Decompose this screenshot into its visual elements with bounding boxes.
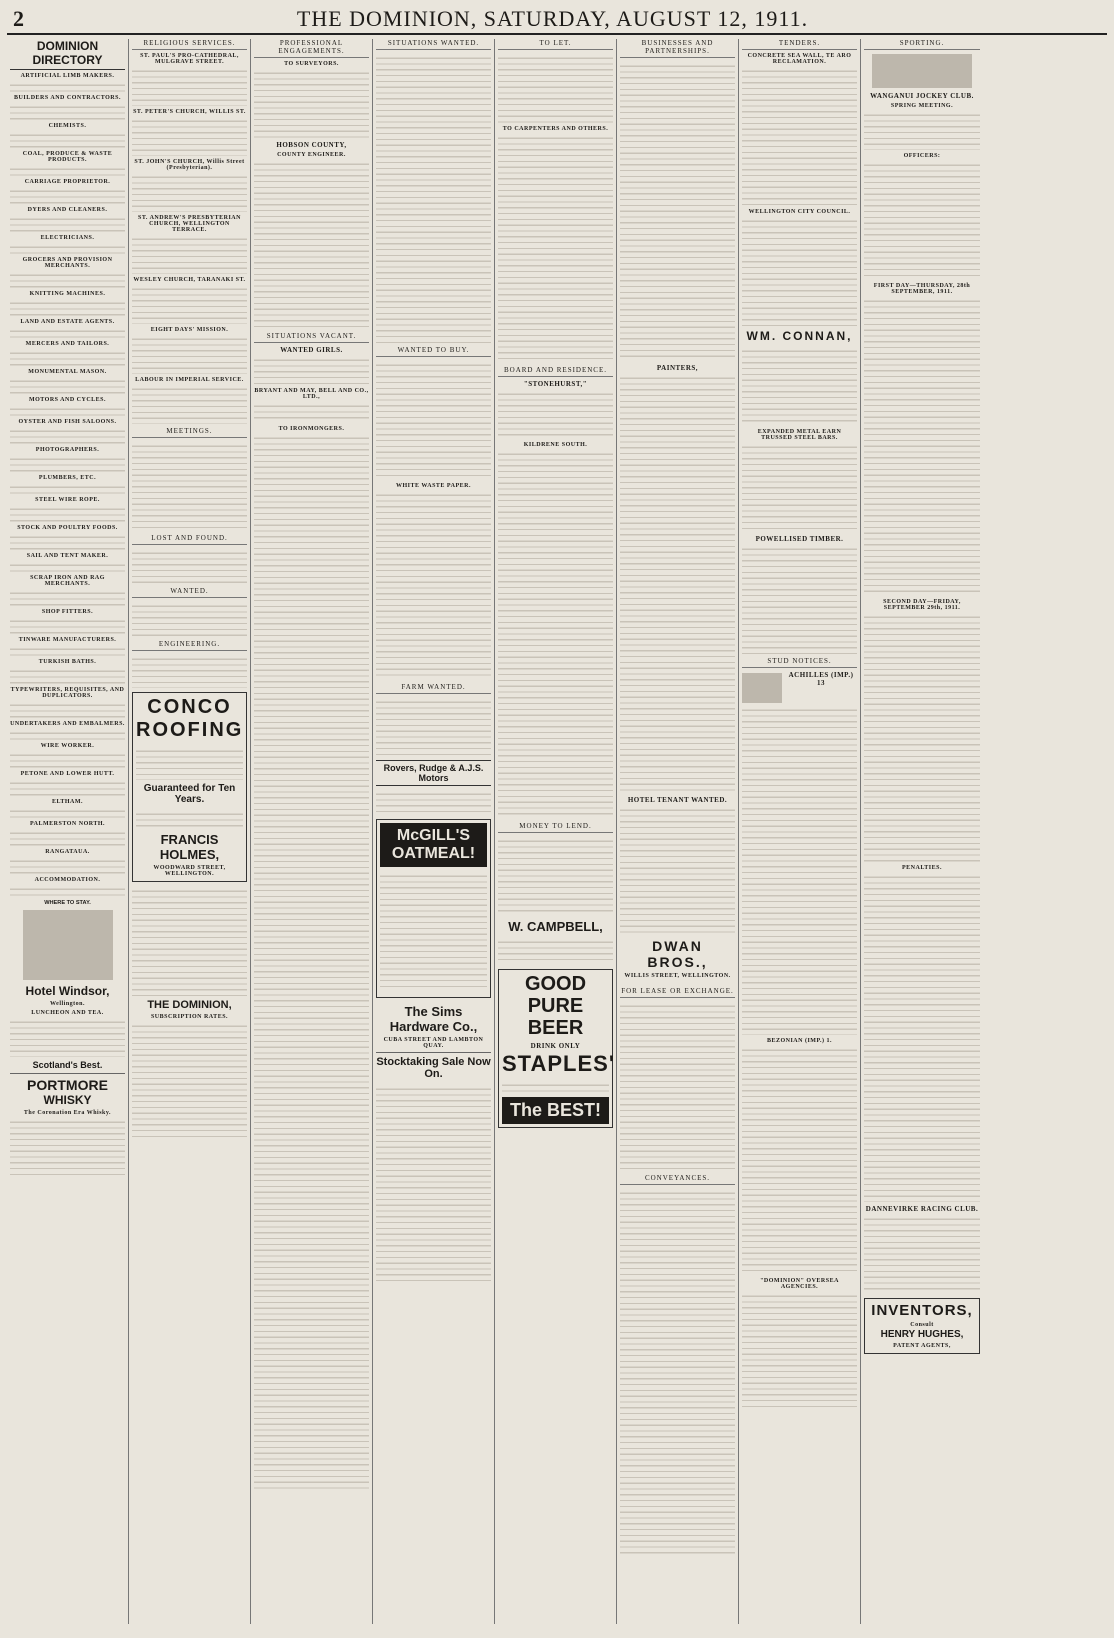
- overseas-agencies: "DOMINION" OVERSEA AGENCIES.: [760, 1278, 839, 1290]
- column-to-let: [495, 39, 617, 1624]
- campbell: W. CAMPBELL,: [508, 919, 603, 934]
- racing-illustration: [872, 54, 972, 88]
- directory-section: SCRAP IRON AND RAG MERCHANTS.: [30, 575, 105, 587]
- directory-section: TYPEWRITERS, REQUISITES, AND DUPLICATORS.: [10, 687, 125, 699]
- directory-section: STEEL WIRE ROPE.: [35, 497, 100, 503]
- newspaper-page: [7, 5, 1107, 1628]
- directory-section: COAL, PRODUCE & WASTE PRODUCTS.: [22, 151, 113, 163]
- whisky-title: WHISKY: [43, 1093, 92, 1107]
- column-businesses: [617, 39, 739, 1624]
- mcgills-ad: [376, 819, 491, 998]
- inventors: INVENTORS,: [871, 1302, 973, 1319]
- powellised-timber: POWELLISED TIMBER.: [755, 535, 844, 543]
- wanted-girls: WANTED GIRLS.: [280, 346, 343, 354]
- tenders-heading: TENDERS.: [742, 39, 857, 50]
- spring-meeting: SPRING MEETING.: [890, 103, 954, 109]
- bezonian: BEZONIAN (IMP.) 1.: [766, 1038, 833, 1044]
- patent-agents: PATENT AGENTS,: [893, 1343, 951, 1349]
- directory-section: RANGATAUA.: [45, 849, 90, 855]
- stud-heading: STUD NOTICES.: [742, 657, 857, 668]
- columns: [7, 39, 1107, 1624]
- coronation-text: The Coronation Era Whisky.: [23, 1110, 112, 1116]
- dwan-address: WILLIS STREET, WELLINGTON.: [624, 973, 731, 979]
- farm-wanted-heading: FARM WANTED.: [376, 683, 491, 694]
- henry-hughes: HENRY HUGHES,: [880, 1329, 964, 1340]
- directory-section: TINWARE MANUFACTURERS.: [18, 637, 117, 643]
- guaranteed-text: Guaranteed for Ten Years.: [143, 783, 236, 805]
- church-heading: LABOUR IN IMPERIAL SERVICE.: [135, 377, 244, 383]
- masthead: [7, 5, 1107, 35]
- directory-list: [10, 73, 125, 896]
- page-title: THE DOMINION, SATURDAY, AUGUST 12, 1911.: [296, 6, 809, 31]
- waste-paper: WHITE WASTE PAPER.: [396, 483, 471, 489]
- church-heading: ST. ANDREW'S PRESBYTERIAN CHURCH, WELLINGTON TERRACE.: [138, 215, 241, 233]
- directory-heading: DOMINION DIRECTORY: [10, 39, 125, 70]
- directory-section: MOTORS AND CYCLES.: [28, 397, 107, 403]
- achilles: ACHILLES (IMP.) 13: [788, 671, 854, 687]
- good-pure-beer: GOOD PURE BEER: [524, 973, 587, 1039]
- hotel-illustration: [23, 910, 113, 980]
- staples-ad: [498, 969, 616, 1128]
- officers: OFFICERS:: [903, 153, 941, 159]
- hotel-sub: LUNCHEON AND TEA.: [31, 1010, 104, 1016]
- county-engineer: COUNTY ENGINEER.: [277, 152, 346, 158]
- directory-section: MERCERS AND TAILORS.: [25, 341, 110, 347]
- column-tenders: [739, 39, 861, 1624]
- horse-illustration: [742, 673, 782, 703]
- businesses-heading: BUSINESSES AND PARTNERSHIPS.: [620, 39, 735, 58]
- directory-section: ARTIFICIAL LIMB MAKERS.: [20, 73, 115, 79]
- ironmongers-heading: TO IRONMONGERS.: [278, 426, 345, 432]
- painters: PAINTERS,: [656, 364, 699, 372]
- money-heading: MONEY TO LEND.: [498, 822, 613, 833]
- connan: WM. CONNAN,: [746, 329, 853, 343]
- penalties: PENALTIES.: [902, 865, 942, 871]
- directory-section: WIRE WORKER.: [40, 743, 95, 749]
- directory-section: PHOTOGRAPHERS.: [35, 447, 100, 453]
- surveyors-heading: TO SURVEYORS.: [284, 61, 339, 67]
- conco-roofing-ad: [132, 692, 247, 882]
- directory-section: BUILDERS AND CONTRACTORS.: [14, 95, 121, 101]
- church-heading: WESLEY CHURCH, TARANAKI ST.: [133, 277, 246, 283]
- directory-section: ELTHAM.: [51, 799, 84, 805]
- bryant-may: BRYANT AND MAY, BELL AND CO., LTD.,: [254, 388, 369, 400]
- page-number: 2: [13, 6, 24, 31]
- directory-section: DYERS AND CLEANERS.: [27, 207, 108, 213]
- meetings-heading: MEETINGS.: [132, 427, 247, 438]
- lease-heading: FOR LEASE OR EXCHANGE.: [620, 987, 735, 998]
- religious-heading: RELIGIOUS SERVICES.: [132, 39, 247, 50]
- conveyances-heading: CONVEYANCES.: [620, 1174, 735, 1185]
- the-best: The BEST!: [502, 1097, 609, 1124]
- stonehurst: "STONEHURST,": [523, 380, 588, 388]
- conco-title: CONCO: [147, 696, 232, 718]
- directory-section: GROCERS AND PROVISION MERCHANTS.: [22, 257, 113, 269]
- francis-address: WOODWARD STREET, WELLINGTON.: [153, 865, 226, 877]
- church-heading: ST. JOHN'S CHURCH, Willis Street (Presbyterian).: [134, 159, 245, 171]
- scotlands-best: Scotland's Best.: [32, 1060, 103, 1070]
- professional-heading: PROFESSIONAL ENGAGEMENTS.: [254, 39, 369, 58]
- subscription-rates: SUBSCRIPTION RATES.: [150, 1014, 229, 1020]
- church-heading: ST. PAUL'S PRO-CATHEDRAL, MULGRAVE STREET.: [140, 53, 239, 65]
- wellington-city-council: WELLINGTON CITY COUNCIL.: [748, 209, 851, 215]
- sims-address: CUBA STREET AND LAMBTON QUAY.: [383, 1037, 484, 1049]
- portmore-title: PORTMORE: [27, 1077, 108, 1093]
- directory-section: SHOP FITTERS.: [41, 609, 94, 615]
- directory-section: PETONE AND LOWER HUTT.: [20, 771, 115, 777]
- kildrene: KILDRENE SOUTH.: [523, 442, 588, 448]
- to-let-heading: TO LET.: [498, 39, 613, 50]
- column-directory: [7, 39, 129, 1624]
- consult: Consult: [910, 1322, 934, 1328]
- sporting-heading: SPORTING.: [864, 39, 980, 50]
- church-heading: ST. PETER'S CHURCH, WILLIS ST.: [133, 109, 246, 115]
- directory-section: STOCK AND POULTRY FOODS.: [17, 525, 118, 531]
- directory-section: PALMERSTON NORTH.: [29, 821, 106, 827]
- column-professional: [251, 39, 373, 1624]
- concrete-sea-wall: CONCRETE SEA WALL, TE ARO RECLAMATION.: [747, 53, 852, 65]
- vacant-heading: SITUATIONS VACANT.: [254, 332, 369, 343]
- directory-section: OYSTER AND FISH SALOONS.: [18, 419, 117, 425]
- second-day: SECOND DAY—FRIDAY, SEPTEMBER 29th, 1911.: [883, 599, 961, 611]
- inventors-ad: [864, 1298, 980, 1354]
- dannevirke: DANNEVIRKE RACING CLUB.: [865, 1205, 979, 1213]
- where-to-stay: WHERE TO STAY.: [44, 900, 91, 906]
- situations-wanted-heading: SITUATIONS WANTED.: [376, 39, 491, 50]
- drink-only: DRINK ONLY: [530, 1042, 581, 1050]
- directory-section: CHEMISTS.: [48, 123, 87, 129]
- directory-section: KNITTING MACHINES.: [29, 291, 106, 297]
- directory-section: SAIL AND TENT MAKER.: [26, 553, 109, 559]
- church-heading: EIGHT DAYS' MISSION.: [150, 327, 229, 333]
- board-heading: BOARD AND RESIDENCE.: [498, 366, 613, 377]
- first-day: FIRST DAY—THURSDAY, 28th SEPTEMBER, 1911.: [873, 283, 971, 295]
- staples-title: STAPLES': [502, 1051, 616, 1076]
- directory-section: UNDERTAKERS AND EMBALMERS.: [10, 721, 125, 727]
- directory-section: LAND AND ESTATE AGENTS.: [20, 319, 115, 325]
- hotel-town: Wellington.: [49, 1001, 85, 1007]
- expanded-metal: EXPANDED METAL EARN TRUSSED STEEL BARS.: [757, 429, 842, 441]
- roofing-title: ROOFING: [136, 719, 244, 741]
- directory-section: CARRIAGE PROPRIETOR.: [24, 179, 111, 185]
- directory-section: MONUMENTAL MASON.: [28, 369, 107, 375]
- engineering-heading: ENGINEERING.: [132, 640, 247, 651]
- directory-section: TURKISH BATHS.: [38, 659, 97, 665]
- mcgills-title: McGILL'S OATMEAL!: [380, 823, 487, 867]
- dominion-subscription-heading: THE DOMINION,: [147, 999, 232, 1011]
- dwan-bros: DWAN BROS.,: [647, 938, 708, 970]
- hobson-county: HOBSON COUNTY,: [276, 141, 347, 149]
- wanted-heading: WANTED.: [132, 587, 247, 598]
- column-sporting: [861, 39, 983, 1624]
- hotel-name: Hotel Windsor,: [25, 984, 110, 998]
- directory-section: PLUMBERS, ETC.: [38, 475, 97, 481]
- wanganui-jockey-club: WANGANUI JOCKEY CLUB.: [870, 92, 974, 100]
- rovers-ad: Rovers, Rudge & A.J.S. Motors: [376, 760, 491, 786]
- francis-holmes: FRANCIS HOLMES,: [159, 832, 220, 862]
- wanted-to-buy-heading: WANTED TO BUY.: [376, 346, 491, 357]
- hotel-tenant: HOTEL TENANT WANTED.: [627, 796, 728, 804]
- sims-hardware: The Sims Hardware Co.,: [389, 1004, 478, 1034]
- column-situations-wanted: [373, 39, 495, 1624]
- stocktaking-sale: Stocktaking Sale Now On.: [376, 1056, 491, 1080]
- lost-heading: LOST AND FOUND.: [132, 534, 247, 545]
- column-religious: [129, 39, 251, 1624]
- directory-section: ACCOMMODATION.: [34, 877, 101, 883]
- church-list: [132, 53, 247, 424]
- directory-section: ELECTRICIANS.: [40, 235, 95, 241]
- carpenters-heading: TO CARPENTERS AND OTHERS.: [502, 126, 609, 132]
